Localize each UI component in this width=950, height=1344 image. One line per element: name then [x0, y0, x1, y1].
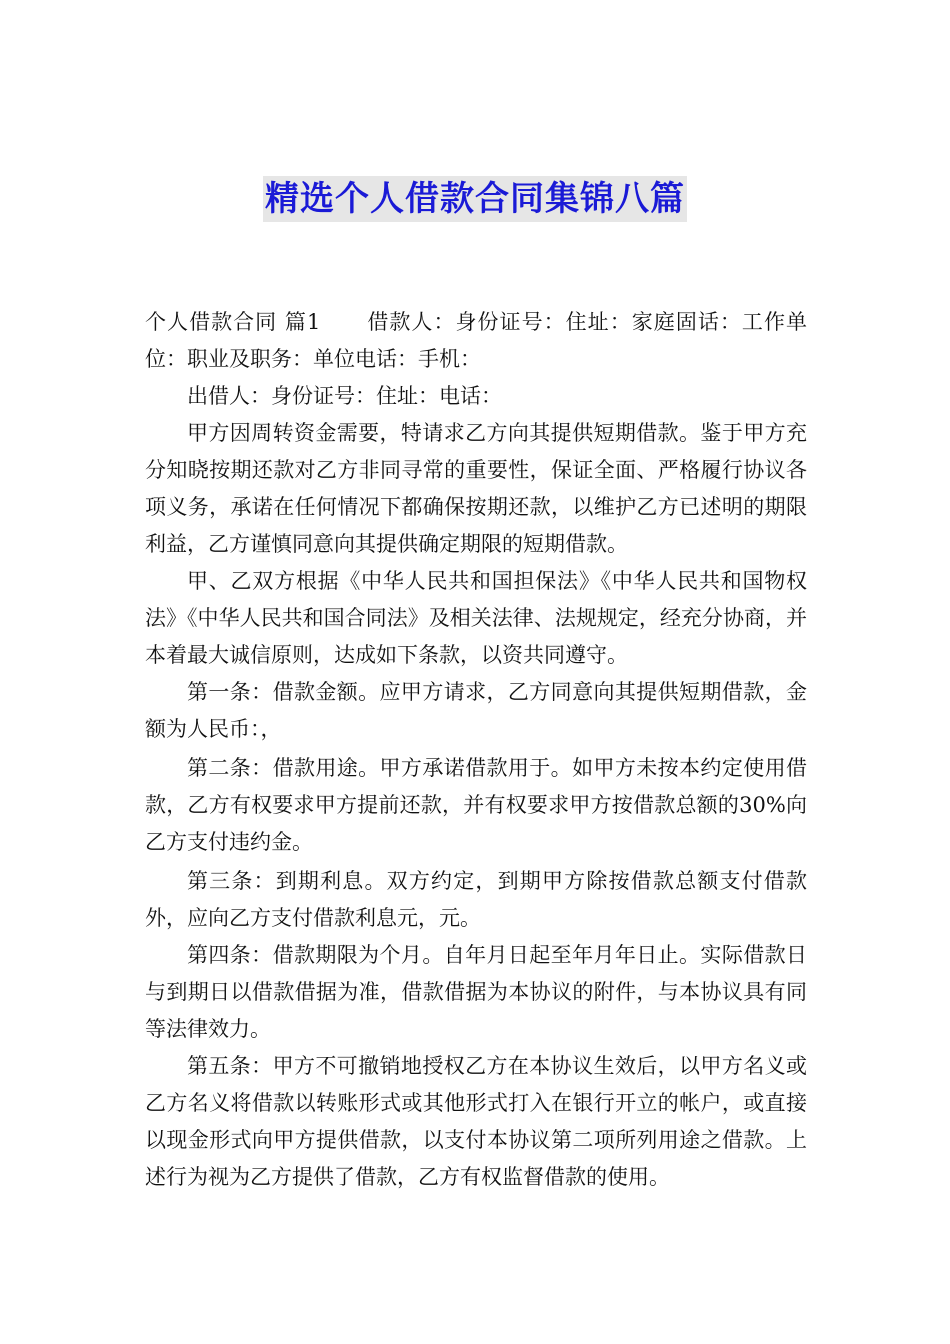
document-body [145, 304, 807, 1196]
lender-line: 出借人：身份证号：住址：电话： [187, 384, 502, 408]
title-container [0, 176, 950, 222]
paragraph-purpose: 甲方因周转资金需要，特请求乙方向其提供短期借款。鉴于甲方充分知晓按期还款对乙方非同寻常的重要性，保证全面、严格履行协议各项义务，承诺在任何情况下都确保按期还款，以维护乙方已述明的期限利益，乙方谨慎同意向其提供确定期限的短期借款。 [145, 421, 807, 556]
paragraph-article-1: 第一条：借款金额。应甲方请求，乙方同意向其提供短期借款，金额为人民币：， [145, 680, 807, 741]
borrower-line: 借款人：身份证号：住址：家庭固话：工作单位：职业及职务：单位电话：手机： [145, 310, 807, 371]
borrower-paragraph [145, 304, 807, 378]
paragraph-article-5: 第五条：甲方不可撤销地授权乙方在本协议生效后，以甲方名义或乙方名义将借款以转账形式或其他形式打入在银行开立的帐户，或直接以现金形式向甲方提供借款，以支付本协议第二项所列用途之借款。上述行为视为乙方提供了借款，乙方有权监督借款的使用。 [145, 1054, 807, 1189]
contract-heading-label: 个人借款合同 篇1 [145, 310, 321, 334]
paragraph-article-2: 第二条：借款用途。甲方承诺借款用于。如甲方未按本约定使用借款，乙方有权要求甲方提前还款，并有权要求甲方按借款总额的30%向乙方支付违约金。 [145, 756, 807, 854]
paragraph-article-4: 第四条：借款期限为个月。自年月日起至年月年日止。实际借款日与到期日以借款借据为准，借款借据为本协议的附件，与本协议具有同等法律效力。 [145, 943, 807, 1041]
paragraph-article-3: 第三条：到期利息。双方约定，到期甲方除按借款总额支付借款外，应向乙方支付借款利息元，元。 [145, 869, 807, 930]
paragraph-legal-basis: 甲、乙双方根据《中华人民共和国担保法》《中华人民共和国物权法》《中华人民共和国合同法》及相关法律、法规规定，经充分协商，并本着最大诚信原则，达成如下条款，以资共同遵守。 [145, 569, 807, 667]
document-title: 精选个人借款合同集锦八篇 [263, 176, 687, 222]
